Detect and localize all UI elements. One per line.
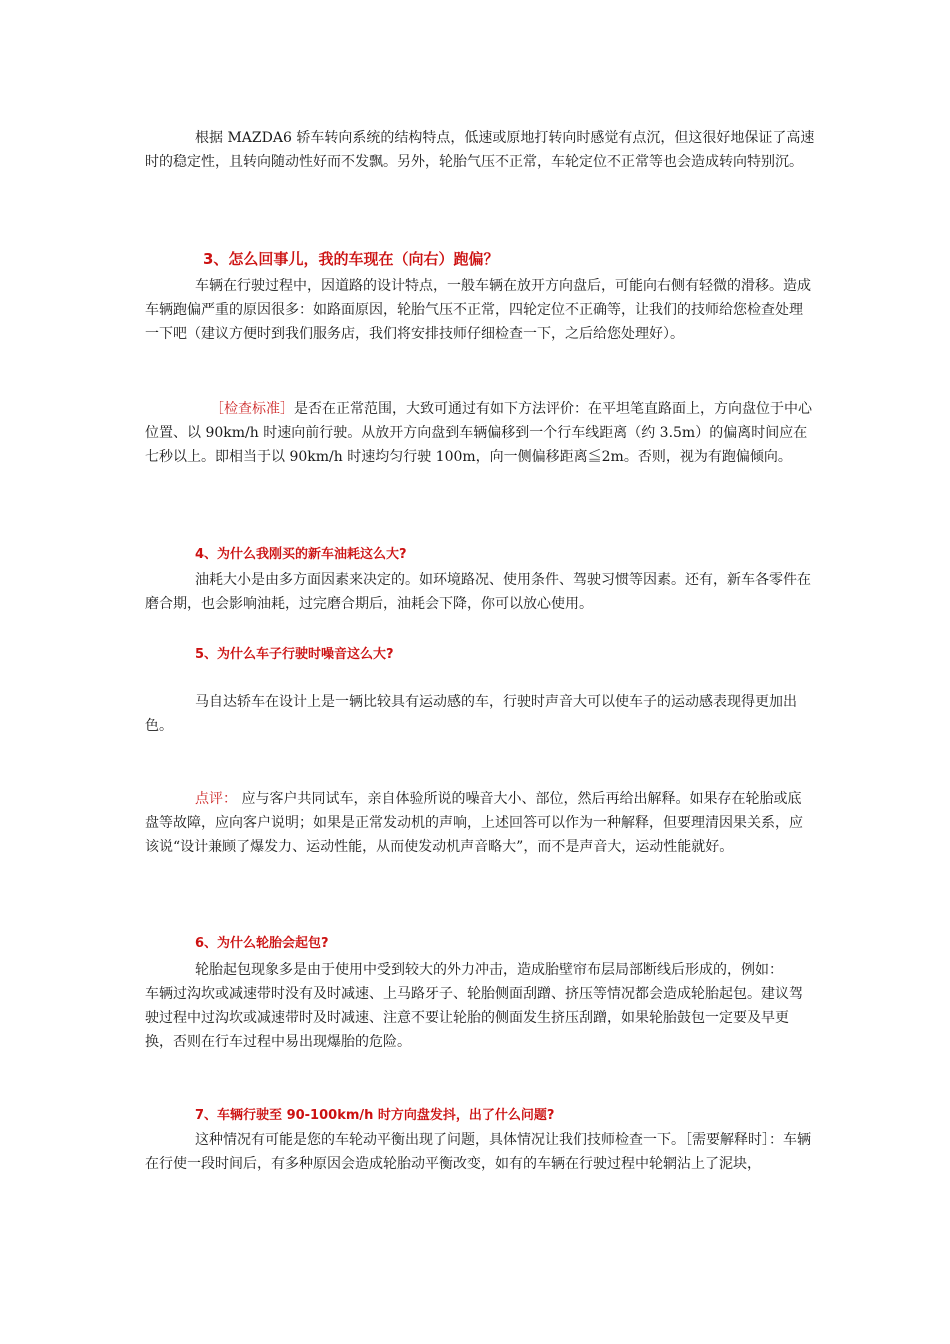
heading-q3: 3、怎么回事儿，我的车现在（向右）跑偏？ [203,250,499,268]
paragraph-q5-answer: 马自达轿车在设计上是一辆比较具有运动感的车，行驶时声音大可以使车子的运动感表现得更加出色。 [145,694,797,734]
heading-q5: 5、为什么车子行驶时噪音这么大? [195,647,394,662]
paragraph-steering-heavy: 根据 MAZDA6 轿车转向系统的结构特点，低速或原地打转向时感觉有点沉，但这很好地保证了高速时的稳定性，且转向随动性好而不发飘。另外，轮胎气压不正常，车轮定位不正常等也会造成转向特别沉。 [145,130,815,170]
paragraph-q4-answer: 油耗大小是由多方面因素来决定的。如环境路况、使用条件、驾驶习惯等因素。还有，新车各零件在磨合期，也会影响油耗，过完磨合期后，油耗会下降，你可以放心使用。 [145,572,811,612]
paragraph-q7-answer: 这种情况有可能是您的车轮动平衡出现了问题，具体情况让我们技师检查一下。［需要解释时］：车辆在行使一段时间后，有多种原因会造成轮胎动平衡改变，如有的车辆在行驶过程中轮辋沾上了泥块， [145,1132,811,1172]
comment-label: 点评： [195,791,237,807]
heading-q7: 7、车辆行驶至 90-100km/h 时方向盘发抖，出了什么问题? [195,1108,555,1123]
paragraph-comment [145,787,815,859]
paragraph-q3-answer: 车辆在行驶过程中，因道路的设计特点，一般车辆在放开方向盘后，可能向右侧有轻微的滑移。造成车辆跑偏严重的原因很多：如路面原因，轮胎气压不正常，四轮定位不正确等，让我们的技师给您检查处理一下吧（建议方便时到我们服务店，我们将安排技师仔细检查一下，之后给您处理好）。 [145,278,811,342]
paragraph-q6-details: 车辆过沟坎或减速带时没有及时减速、上马路牙子、轮胎侧面刮蹭、挤压等情况都会造成轮胎起包。建议驾驶过程中过沟坎或减速带时及时减速、注意不要让轮胎的侧面发生挤压刮蹭，如果轮胎鼓包一定要及早更换，否则在行车过程中易出现爆胎的危险。 [145,986,803,1050]
paragraph-inspection-standard [145,397,815,469]
inspection-standard-text: 是否在正常范围，大致可通过有如下方法评价：在平坦笔直路面上，方向盘位于中心位置、以 90km/h 时速向前行驶。从放开方向盘到车辆偏移到一个行车线距离（约 3.5m）的偏离时间应在七秒以上。即相当于以 90km/h 时速均匀行驶 100m，向一侧偏移距离≦2m。否则，视为有跑偏倾向。 [145,401,812,465]
paragraph-q6-intro: 轮胎起包现象多是由于使用中受到较大的外力冲击，造成胎壁帘布层局部断线后形成的，例如： [195,962,783,978]
heading-q4: 4、为什么我刚买的新车油耗这么大? [195,547,407,562]
comment-text: 应与客户共同试车，亲自体验所说的噪音大小、部位，然后再给出解释。如果存在轮胎或底盘等故障，应向客户说明；如果是正常发动机的声响，上述回答可以作为一种解释，但要理清因果关系，应该说“设计兼顾了爆发力、运动性能，从而使发动机声音略大”，而不是声音大，运动性能就好。 [145,791,803,855]
heading-q6: 6、为什么轮胎会起包? [195,936,329,951]
inspection-standard-label: ［检查标准］ [210,401,294,417]
